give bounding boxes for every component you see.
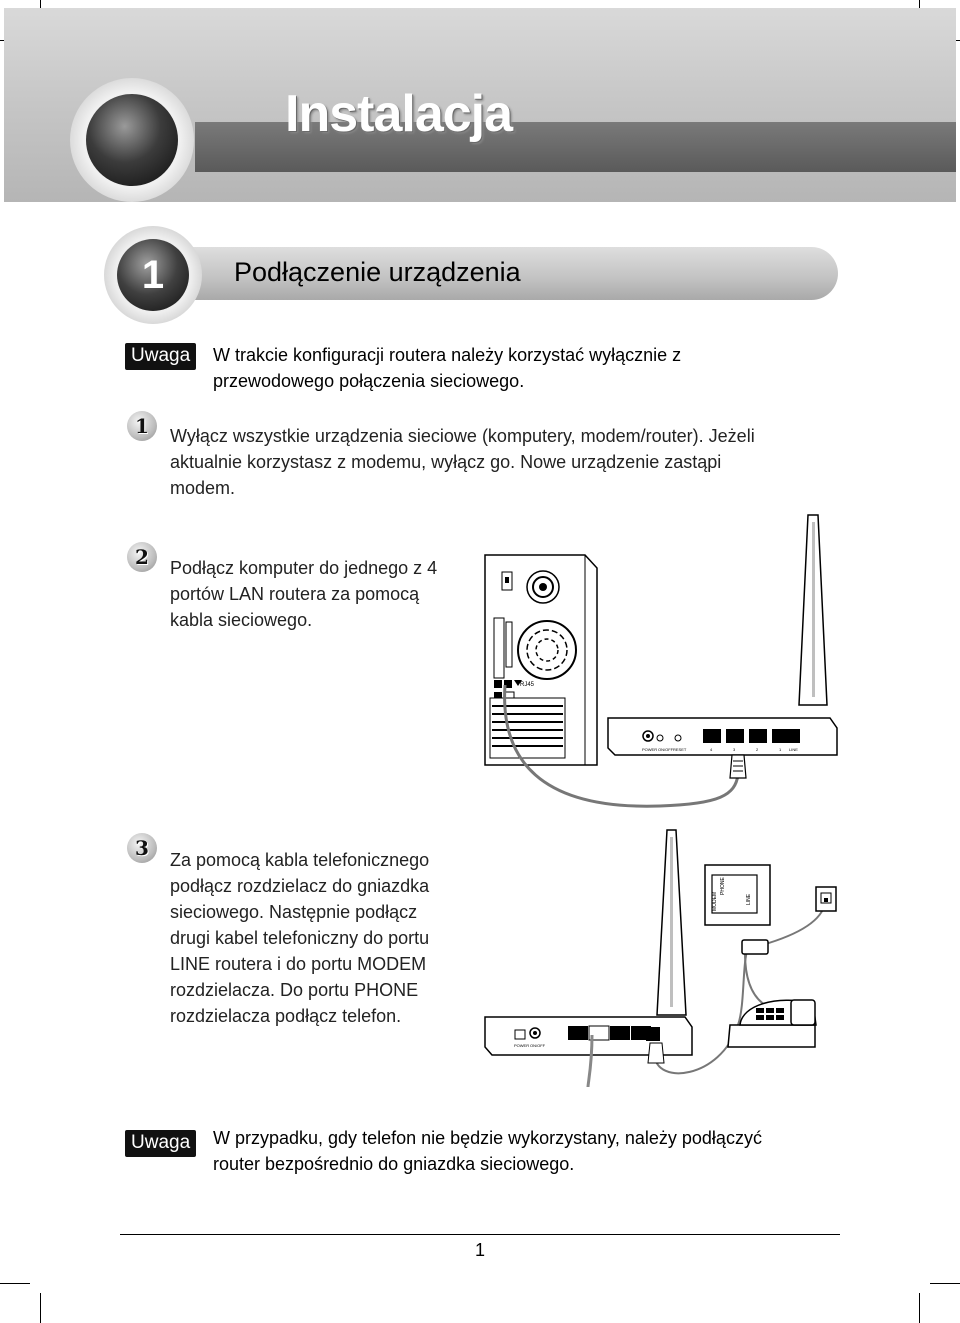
step-line: Podłącz komputer do jednego z 4 [170,558,438,578]
step-line: portów LAN routera za pomocą [170,584,420,604]
crop-mark [930,1283,960,1284]
rj11-plug-icon [648,1043,664,1063]
rj45-label: RJ45 [520,682,535,688]
header-orb-icon [86,94,178,186]
note-line: W trakcie konfiguracji routera należy korzystać wyłącznie z [213,345,682,365]
step-line: kabla sieciowego. [170,610,313,630]
splitter-phone-diagram [480,825,850,1090]
router-port-label: POWER [642,747,658,752]
step-line: Wyłącz wszystkie urządzenia sieciowe (komputery, modem/router). Jeżeli [170,426,755,446]
router-port-label: 3 [733,747,736,752]
section-title: Podłączenie urządzenia [234,257,521,287]
step-2-text [170,555,437,633]
step-line: Za pomocą kabla telefonicznego [170,850,430,870]
step-2-number: 2 [127,542,157,572]
splitter-port-label: MODEM [712,891,718,911]
splitter-port-label: PHONE [720,877,726,895]
section-number: 1 [117,239,189,311]
step-1-number: 1 [127,411,157,441]
note-text [213,1125,762,1177]
step-line: modem. [170,478,236,498]
footer-rule [120,1234,840,1235]
page-title: Instalacja [285,85,513,143]
note-badge: Uwaga [125,1130,196,1157]
splitter-port-label: LINE [746,893,752,905]
page-number: 1 [474,1240,485,1260]
phone-line-cable [745,953,765,1005]
step-line: rozdzielacza podłącz telefon. [170,1006,402,1026]
step-line: podłącz rozdzielacz do gniazdka [170,876,430,896]
crop-mark [0,1283,30,1284]
step-line: aktualnie korzystasz z modemu, wyłącz go. Nowe urządzenie zastąpi [170,452,722,472]
step-line: sieciowego. Następnie podłącz [170,902,418,922]
note-text [213,342,681,394]
note-line: przewodowego połączenia sieciowego. [213,371,525,391]
router-port-label: LINE [789,747,798,752]
pc-router-diagram [470,510,850,815]
step-1-text [170,423,755,501]
step-3-text [170,847,429,1029]
router-port-label: 1 [779,747,782,752]
crop-mark [919,1293,920,1323]
crop-mark [40,1293,41,1323]
step-line: rozdzielacza. Do portu PHONE [170,980,419,1000]
note-line: W przypadku, gdy telefon nie będzie wykorzystany, należy podłączyć [213,1128,762,1148]
router-icon [608,515,837,755]
note-badge: Uwaga [125,343,196,370]
step-3-number: 3 [127,833,157,863]
router-port-label: ON/OFF [530,1043,546,1048]
note-line: router bezpośrednio do gniazdka sieciowego. [213,1154,575,1174]
pc-tower-icon [485,555,597,765]
router-port-label: 2 [756,747,759,752]
router-port-label: ON/OFF [658,747,674,752]
step-line: LINE routera i do portu MODEM [170,954,427,974]
router-port-label: RESET [673,747,687,752]
splitter-small-icon [742,940,768,954]
router-port-label: 4 [710,747,713,752]
router-port-label: POWER [514,1043,530,1048]
step-line: drugi kabel telefoniczny do portu [170,928,430,948]
